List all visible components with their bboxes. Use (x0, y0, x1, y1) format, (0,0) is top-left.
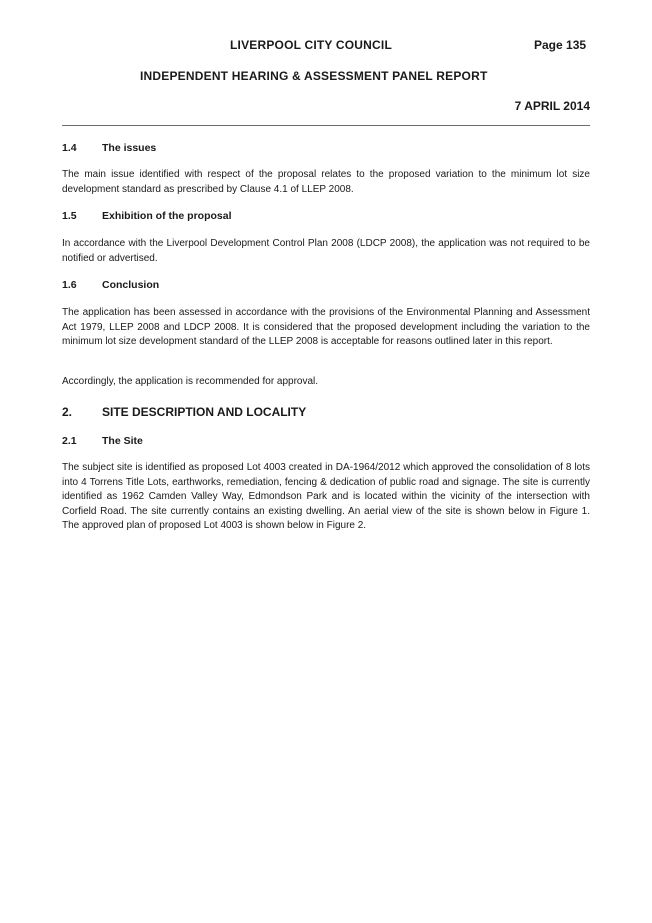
section-text-1-5: In accordance with the Liverpool Development Control Plan 2008 (LDCP 2008), the application was not required to be notified or advertised. (62, 238, 590, 264)
section-number: 2.1 (62, 435, 77, 447)
section-number: 1.6 (62, 279, 77, 291)
section-title: SITE DESCRIPTION AND LOCALITY (102, 405, 307, 419)
section-title: Conclusion (102, 279, 160, 291)
section-number: 2. (62, 405, 73, 419)
section-number: 1.5 (62, 210, 77, 222)
section-heading-2-1 (62, 435, 143, 447)
section-text-1-4: The main issue identified with respect of the proposal relates to the proposed variation to the minimum lot size development standard as prescribed by Clause 4.1 of LLEP 2008. (62, 169, 590, 195)
report-date: 7 APRIL 2014 (514, 99, 590, 113)
section-heading-2 (62, 405, 306, 419)
page-number: Page 135 (534, 38, 587, 52)
section-heading-1-6 (62, 279, 159, 291)
section-title: Exhibition of the proposal (102, 210, 232, 222)
section-text-2-1: The subject site is identified as proposed Lot 4003 created in DA-1964/2012 which approved the consolidation of 8 lots into 4 Torrens Title Lots, earthworks, remediation, fencing & dedication of public road and signage. The site is currently identified as 1962 Camden Valley Way, Edmondson Park and is located within the vicinity of the intersection with Corfield Road. The site currently contains an existing dwelling. An aerial view of the site is shown below in Figure 1. The approved plan of proposed Lot 4003 is shown below in Figure 2. (62, 462, 590, 531)
section-text-1-6-a: The application has been assessed in accordance with the provisions of the Environmental Planning and Assessment Act 1979, LLEP 2008 and LDCP 2008. It is considered that the proposed development including the variation to the minimum lot size development standard of the LLEP 2008 is acceptable for reasons outlined later in this report. (62, 307, 590, 347)
council-name: LIVERPOOL CITY COUNCIL (230, 38, 392, 52)
section-title: The Site (102, 435, 143, 447)
section-heading-1-4 (62, 142, 156, 154)
section-text-1-6-b: Accordingly, the application is recommended for approval. (62, 376, 319, 387)
section-heading-1-5 (62, 210, 232, 222)
report-title: INDEPENDENT HEARING & ASSESSMENT PANEL REPORT (140, 69, 488, 83)
header-divider (62, 125, 590, 126)
section-number: 1.4 (62, 142, 77, 154)
section-title: The issues (102, 142, 157, 154)
